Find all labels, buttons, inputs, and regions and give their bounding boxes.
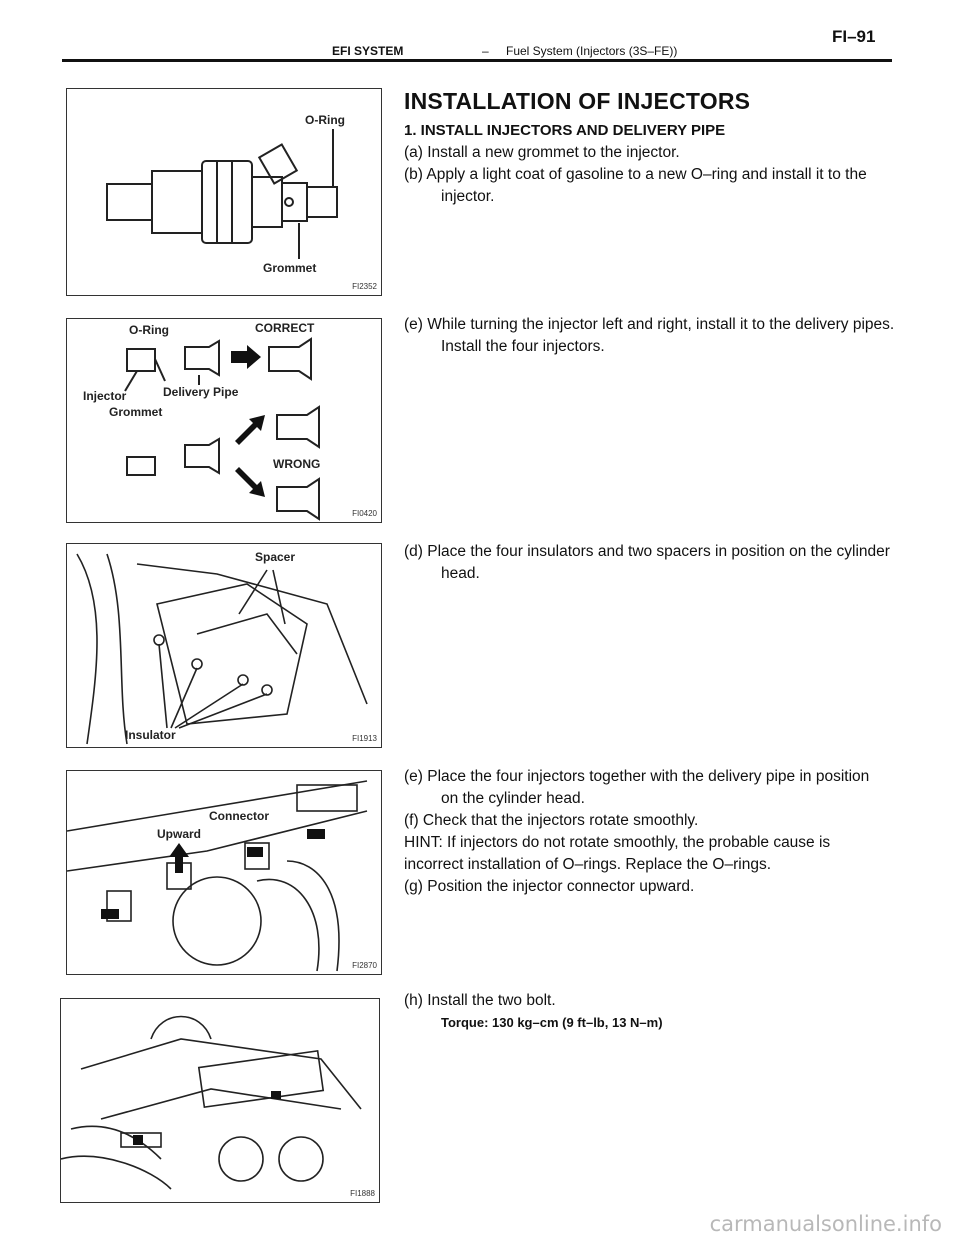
label-correct: CORRECT [255, 321, 315, 335]
figure-install-bolts [60, 998, 380, 1203]
label-spacer: Spacer [255, 550, 296, 564]
step-h: (h) Install the two bolt. [404, 992, 556, 1009]
step-a: (a) Install a new grommet to the injector. [404, 144, 680, 161]
figure-insulators [66, 543, 382, 748]
step-1-heading: 1. INSTALL INJECTORS AND DELIVERY PIPE [404, 122, 726, 139]
figure-code: FI2352 [352, 282, 377, 291]
hint: HINT: If injectors do not rotate smoothly, the probable cause is incorrect installation of O–rings. Replace the O–rings. [404, 834, 831, 873]
text-step-e-f-g [404, 766, 874, 898]
step-f: (f) Check that the injectors rotate smoothly. [404, 812, 699, 829]
watermark: carmanualsonline.info [709, 1212, 942, 1236]
label-o-ring: O-Ring [129, 323, 169, 337]
label-delivery-pipe: Delivery Pipe [163, 385, 239, 399]
label-insulator: Insulator [125, 728, 176, 742]
page-title: INSTALLATION OF INJECTORS [404, 88, 751, 114]
label-upward: Upward [157, 827, 202, 841]
label-grommet: Grommet [109, 405, 163, 419]
figure-injector [66, 88, 382, 296]
text-step-h [404, 990, 904, 1034]
figure-connector-upward [66, 770, 382, 975]
header-system: EFI SYSTEM [332, 44, 404, 58]
figure-correct-wrong [66, 318, 382, 523]
label-injector: Injector [83, 389, 127, 403]
page-number: FI–91 [832, 27, 876, 46]
label-grommet: Grommet [263, 261, 317, 275]
figure-code: FI0420 [352, 509, 377, 518]
figure-code: FI1888 [350, 1189, 375, 1198]
step-e-place: (e) Place the four injectors together with the delivery pipe in position on the cylinder head. [404, 768, 870, 807]
step-g: (g) Position the injector connector upward. [404, 878, 695, 895]
label-wrong: WRONG [273, 457, 321, 471]
label-connector: Connector [209, 809, 269, 823]
figure-code: FI1913 [352, 734, 377, 743]
step-b: (b) Apply a light coat of gasoline to a new O–ring and install it to the injector. [404, 166, 867, 205]
step-d: (d) Place the four insulators and two spacers in position on the cylinder head. [404, 543, 890, 582]
header-subtitle: Fuel System (Injectors (3S–FE)) [506, 44, 678, 58]
header-dash: – [482, 44, 489, 58]
step-e-turning: (e) While turning the injector left and right, install it to the delivery pipes. Install the four injectors. [404, 316, 895, 355]
text-step-1 [404, 120, 904, 208]
figure-code: FI2870 [352, 961, 377, 970]
header-rule [62, 59, 892, 62]
label-o-ring: O-Ring [305, 113, 345, 127]
torque-spec: Torque: 130 kg–cm (9 ft–lb, 13 N–m) [441, 1015, 663, 1030]
